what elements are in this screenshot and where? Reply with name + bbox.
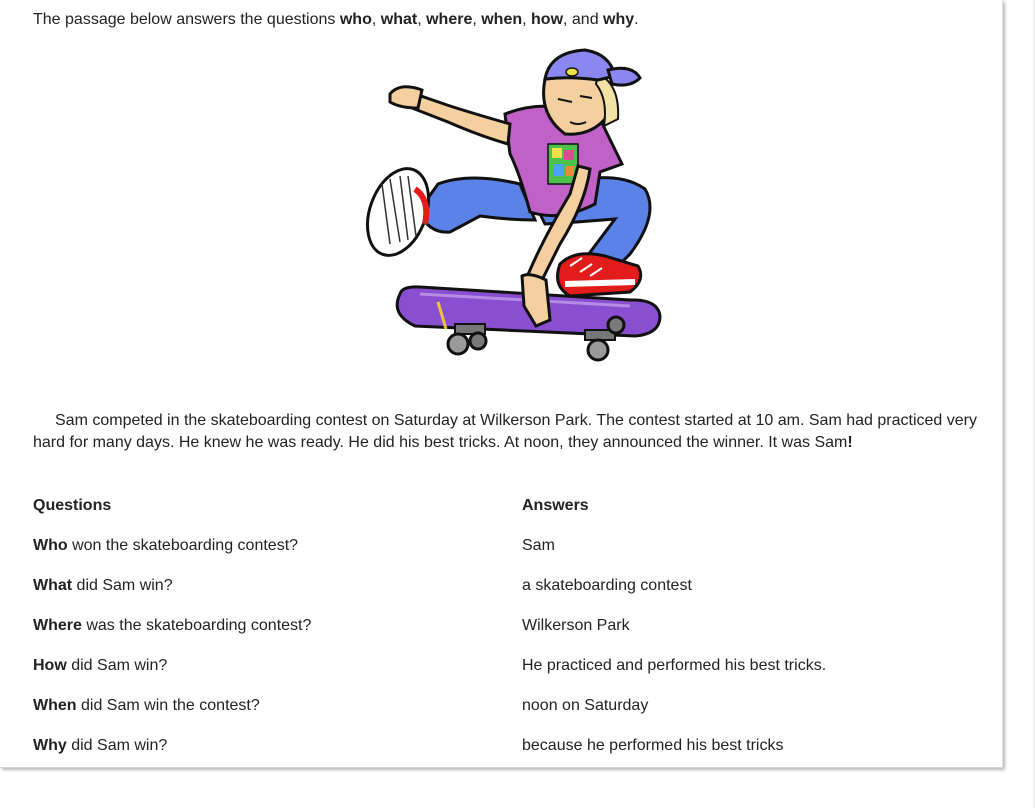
- intro-part: , and: [563, 11, 604, 28]
- head-icon: [544, 74, 619, 134]
- question-text: [33, 735, 167, 757]
- intro-text: [33, 10, 639, 30]
- question-text: [33, 615, 311, 637]
- intro-part: ,: [371, 11, 381, 28]
- question-word: When: [33, 697, 77, 714]
- question-rest: did Sam win?: [66, 737, 168, 754]
- question-text: [33, 575, 173, 597]
- question-rest: was the skateboarding contest?: [81, 617, 312, 634]
- right-shoe-icon: [558, 254, 641, 296]
- question-word: Why: [33, 737, 67, 754]
- table-row: [33, 615, 973, 655]
- table-row: [33, 575, 973, 615]
- question-word: Who: [33, 537, 68, 554]
- answers-header: Answers: [522, 497, 589, 514]
- questions-answers-table: [33, 495, 973, 775]
- passage-ending: !: [847, 434, 853, 451]
- intro-part: ,: [417, 11, 427, 28]
- table-row: [33, 735, 973, 775]
- question-rest: won the skateboarding contest?: [67, 537, 299, 554]
- question-word: Where: [33, 617, 82, 634]
- answer-text: a skateboarding contest: [522, 577, 692, 594]
- question-rest: did Sam win?: [66, 657, 168, 674]
- intro-what: what: [380, 11, 418, 28]
- intro-how: how: [531, 11, 564, 28]
- question-rest: did Sam win?: [72, 577, 173, 594]
- intro-part: ,: [522, 11, 532, 28]
- question-word: What: [33, 577, 73, 594]
- intro-who: who: [339, 11, 372, 28]
- passage-text: Sam competed in the skateboarding contest on Saturday at Wilkerson Park. The contest started at 10 am. Sam had practiced very hard for many days. He knew he was ready. He did his best tricks. At noon, they announced the winner. It was Sam: [33, 412, 977, 451]
- question-text: [33, 695, 260, 717]
- intro-when: when: [481, 11, 523, 28]
- answer-text: Wilkerson Park: [522, 617, 630, 634]
- answer-text: He practiced and performed his best tricks.: [522, 657, 827, 674]
- intro-where: where: [426, 11, 473, 28]
- intro-part: ,: [472, 11, 482, 28]
- question-word: How: [33, 657, 67, 674]
- left-shoe-icon: [360, 160, 440, 264]
- table-row: [33, 695, 973, 735]
- intro-part: The passage below answers the questions: [33, 11, 340, 28]
- story-passage: [33, 410, 988, 454]
- question-text: [33, 535, 298, 557]
- table-row: [33, 655, 973, 695]
- answer-text: Sam: [522, 537, 555, 554]
- question-rest: did Sam win the contest?: [76, 697, 260, 714]
- questions-header: Questions: [33, 497, 112, 514]
- table-header-row: [33, 495, 973, 535]
- skateboarder-illustration: [360, 44, 670, 366]
- intro-part: .: [634, 11, 639, 28]
- answer-text: noon on Saturday: [522, 697, 649, 714]
- question-text: [33, 655, 167, 677]
- answer-text: because he performed his best tricks: [522, 737, 784, 754]
- table-row: [33, 535, 973, 575]
- intro-why: why: [603, 11, 635, 28]
